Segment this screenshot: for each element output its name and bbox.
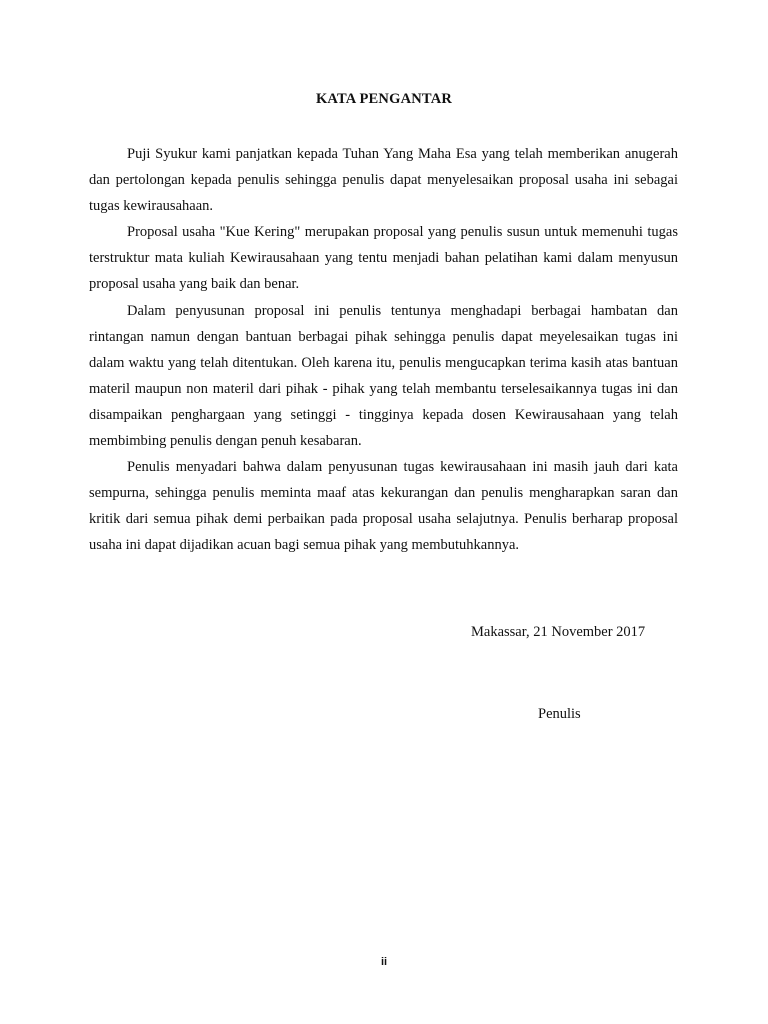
page-number: ii [380,956,388,968]
paragraph-3: Dalam penyusunan proposal ini penulis tentunya menghadapi berbagai hambatan dan rintangan namun dengan bantuan berbagai pihak sehingga penulis dapat meyelesaikan tugas ini dalam waktu yang telah ditentukan. Oleh karena itu, penulis mengucapkan terima kasih atas bantuan materil maupun non materil dari pihak - pihak yang telah membantu terselesaikannya tugas ini dan disampaikan penghargaan yang setinggi - tingginya kepada dosen Kewirausahaan yang telah membimbing penulis dengan penuh kesabaran. [89,302,678,450]
signature: Penulis [538,706,581,722]
page-title: KATA PENGANTAR [315,91,453,107]
body-text [89,141,678,559]
paragraph-4: Penulis menyadari bahwa dalam penyusunan tugas kewirausahaan ini masih jauh dari kata sempurna, sehingga penulis meminta maaf atas kekurangan dan penulis mengharapkan saran dan kritik dari semua pihak demi perbaikan pada proposal usaha selajutnya. Penulis berharap proposal usaha ini dapat dijadikan acuan bagi semua pihak yang membutuhkannya. [89,459,678,554]
paragraph-1: Puji Syukur kami panjatkan kepada Tuhan Yang Maha Esa yang telah memberikan anugerah dan pertolongan kepada penulis sehingga penulis dapat menyelesaikan proposal usaha ini sebagai tugas kewirausahaan. [89,146,678,215]
paragraph-2: Proposal usaha "Kue Kering" merupakan proposal yang penulis susun untuk memenuhi tugas terstruktur mata kuliah Kewirausahaan yang tentu menjadi bahan pelatihan kami dalam menyusun proposal usaha yang baik dan benar. [89,224,678,293]
place-date: Makassar, 21 November 2017 [471,624,646,640]
